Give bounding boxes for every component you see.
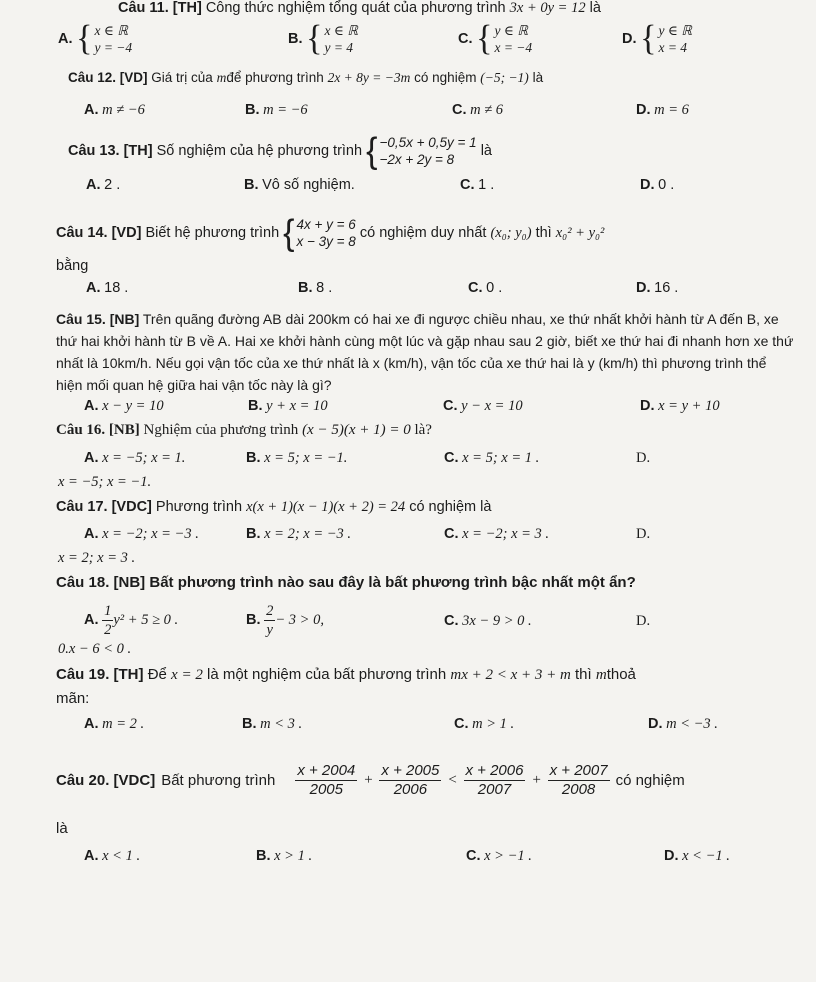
- q16-c-label: C.: [444, 450, 459, 466]
- q19-cont: mãn:: [56, 690, 90, 707]
- q20-f3-den: 2007: [477, 781, 512, 798]
- q13-c-value: 1 .: [478, 177, 495, 193]
- q18-option-d-label[interactable]: D.: [636, 613, 651, 629]
- q13-line1: −0,5x + 0,5y = 1: [379, 135, 477, 150]
- q20-option-c[interactable]: [466, 848, 532, 865]
- q11-c-label: C.: [458, 31, 473, 47]
- q17-b-label: B.: [246, 526, 261, 542]
- q18-stem: [56, 574, 636, 591]
- q19-option-d[interactable]: [648, 716, 718, 733]
- q14-cont: bằng: [56, 258, 89, 274]
- q20-lt: <: [447, 772, 458, 788]
- q15-option-d[interactable]: [640, 398, 720, 415]
- q14-prefix: Câu 14. [VD]: [56, 225, 142, 241]
- q18-option-d-value[interactable]: 0.x − 6 < 0 .: [58, 641, 132, 657]
- q19-a-label: A.: [84, 716, 99, 732]
- q15-c-value: y − x = 10: [461, 398, 523, 414]
- q20-c-label: C.: [466, 848, 481, 864]
- q18-c-label: C.: [444, 613, 459, 629]
- q14-d-label: D.: [636, 280, 651, 296]
- q18-b-num: 2: [266, 603, 274, 619]
- q11-d-label: D.: [622, 31, 637, 47]
- q20-option-a[interactable]: [84, 848, 140, 865]
- q18-a-label: A.: [84, 611, 99, 628]
- q14-b-label: B.: [298, 280, 313, 296]
- q15-text: Trên quãng đường AB dài 200km có hai xe đi ngược chiều nhau, xe thứ nhất khởi hành từ A đến B, xe thứ hai khởi hành từ B về A. Hai xe khởi hành cùng một lúc và gặp nhau sau 2 giờ, biết xe thứ hai đi nhanh hơn xe thứ nhất là 10km/h. Nếu gọi vận tốc của xe thứ nhất là x (km/h), vận tốc của xe thứ hai là y (km/h) thì phương trình thể hiện mối quan hệ giữa hai vận tốc này là gì?: [56, 311, 794, 393]
- q13-d-label: D.: [640, 177, 655, 193]
- q19-text2: là một nghiệm của bất phương trình: [207, 666, 447, 683]
- q13-option-b[interactable]: [244, 177, 355, 194]
- q17-b-value: x = 2; x = −3 .: [264, 526, 352, 542]
- q18-b-den: y: [266, 622, 273, 638]
- q20-f4-num: x + 2007: [549, 762, 608, 779]
- q12-text2: để phương trình: [226, 70, 324, 85]
- q17-option-b[interactable]: [246, 526, 351, 543]
- q19-a-value: m = 2 .: [102, 716, 145, 732]
- q20-b-value: x > 1 .: [274, 848, 313, 864]
- q12-equation: 2x + 8y = −3m: [327, 70, 411, 85]
- q16-b-value: x = 5; x = −1.: [264, 450, 348, 466]
- q19-d-label: D.: [648, 716, 663, 732]
- q14-option-c[interactable]: [468, 280, 502, 297]
- q14-option-a[interactable]: [86, 280, 128, 297]
- q20-a-value: x < 1 .: [102, 848, 141, 864]
- q15-option-c[interactable]: [443, 398, 523, 415]
- q19-c-label: C.: [454, 716, 469, 732]
- q20-cont: là: [56, 820, 68, 837]
- q20-option-b[interactable]: [256, 848, 312, 865]
- q17-option-d-label[interactable]: D.: [636, 526, 651, 542]
- q20-c-value: x > −1 .: [484, 848, 532, 864]
- q11-option-d[interactable]: D. { y ∈ ℝ x = 4: [622, 19, 692, 58]
- q14-c-value: 0 .: [486, 280, 503, 296]
- q14-text2: có nghiệm duy nhất: [359, 225, 487, 241]
- q11-c-line2: x = −4: [494, 40, 533, 55]
- q20-b-label: B.: [256, 848, 271, 864]
- q20-text: Bất phương trình: [161, 772, 276, 789]
- q20-f1-den: 2005: [309, 781, 343, 798]
- q13-b-value: Vô số nghiệm.: [262, 177, 355, 193]
- q20-option-d[interactable]: [664, 848, 730, 865]
- q13-option-a[interactable]: [86, 177, 120, 194]
- q12-d-label: D.: [636, 102, 651, 118]
- q14-c-label: C.: [468, 280, 483, 296]
- q17-a-label: A.: [84, 526, 99, 542]
- q12-a-label: A.: [84, 102, 99, 118]
- q12-option-c[interactable]: [452, 102, 503, 119]
- q13-d-value: 0 .: [658, 177, 675, 193]
- q20-f1-num: x + 2004: [297, 762, 356, 779]
- q20-f4-den: 2008: [561, 781, 596, 798]
- q16-option-c[interactable]: [444, 450, 539, 467]
- q16-a-label: A.: [84, 450, 99, 466]
- q12-var: m: [216, 70, 227, 85]
- q15-b-label: B.: [248, 398, 263, 414]
- q13-text: Số nghiệm của hệ phương trình: [156, 143, 363, 159]
- q11-d-line1: y ∈ ℝ: [658, 23, 692, 38]
- q18-a-num: 1: [104, 603, 112, 619]
- q11-option-a[interactable]: A. { x ∈ ℝ y = −4: [58, 19, 133, 58]
- q12-option-b[interactable]: [245, 102, 308, 119]
- q19-cond: x = 2: [171, 667, 203, 683]
- q13-stem: Câu 13. [TH] Số nghiệm của hệ phương trình { −0,5x + 0,5y = 1 −2x + 2y = 8 là: [68, 131, 492, 171]
- q19-text4: thoả: [606, 666, 636, 683]
- q14-text: Biết hệ phương trình: [145, 225, 280, 241]
- q17-c-value: x = −2; x = 3 .: [462, 526, 550, 542]
- q16-option-a[interactable]: [84, 450, 185, 467]
- q16-equation: (x − 5)(x + 1) = 0: [302, 422, 411, 438]
- q17-a-value: x = −2; x = −3 .: [102, 526, 199, 542]
- q18-a-rest: y² + 5 ≥ 0 .: [113, 611, 179, 628]
- q15-b-value: y + x = 10: [266, 398, 328, 414]
- q11-b-label: B.: [288, 31, 303, 47]
- q19-option-c[interactable]: [454, 716, 514, 733]
- q14-option-d[interactable]: [636, 280, 678, 297]
- q16-option-d-value[interactable]: x = −5; x = −1.: [58, 474, 152, 490]
- q15-d-label: D.: [640, 398, 655, 414]
- q16-option-d-label[interactable]: D.: [636, 450, 651, 466]
- q18-option-b[interactable]: [246, 602, 324, 639]
- q11-text: Công thức nghiệm tổng quát của phương trình: [205, 0, 506, 16]
- q14-expr: x₀² + y₀²: [555, 224, 605, 241]
- q13-suffix: là: [480, 143, 492, 159]
- q17-option-c[interactable]: [444, 526, 549, 543]
- q14-a-value: 18 .: [104, 280, 129, 296]
- q16-suffix: là?: [414, 422, 432, 438]
- q16-a-value: x = −5; x = 1.: [102, 450, 186, 466]
- q11-d-line2: x = 4: [658, 40, 688, 55]
- q14-b-value: 8 .: [316, 280, 333, 296]
- q12-a-value: m ≠ −6: [102, 102, 145, 118]
- q19-var: m: [595, 667, 607, 683]
- q18-prefix: Câu 18. [NB]: [56, 574, 146, 591]
- q18-b-label: B.: [246, 611, 261, 628]
- q14-stem: Câu 14. [VD] Biết hệ phương trình { 4x + y = 6 x − 3y = 8 có nghiệm duy nhất (x₀; y₀) thì x₀² + y₀²: [56, 213, 605, 253]
- q12-option-d[interactable]: [636, 102, 689, 119]
- q12-prefix: Câu 12. [VD]: [68, 70, 148, 85]
- q12-b-value: m = −6: [263, 102, 308, 118]
- q17-suffix: có nghiệm là: [409, 499, 492, 515]
- q12-point: (−5; −1): [480, 70, 529, 85]
- q15-prefix: Câu 15. [NB]: [56, 311, 140, 327]
- q17-c-label: C.: [444, 526, 459, 542]
- q14-text3: thì: [535, 225, 552, 241]
- q13-option-d[interactable]: [640, 177, 674, 194]
- q12-c-value: m ≠ 6: [470, 102, 504, 118]
- q19-text3: thì: [575, 666, 592, 683]
- q15-d-value: x = y + 10: [658, 398, 720, 414]
- q20-plus-2: +: [531, 772, 542, 788]
- q15-a-value: x − y = 10: [102, 398, 164, 414]
- q11-a-label: A.: [58, 31, 73, 47]
- q19-d-value: m < −3 .: [666, 716, 718, 732]
- q19-c-value: m > 1 .: [472, 716, 515, 732]
- q20-f3-num: x + 2006: [465, 762, 524, 779]
- q12-stem: [68, 70, 543, 86]
- q20-suffix: có nghiệm: [615, 772, 685, 789]
- q19-stem: [56, 666, 636, 684]
- q18-text: Bất phương trình nào sau đây là bất phương trình bậc nhất một ẩn?: [149, 574, 636, 591]
- q15-option-a[interactable]: [84, 398, 164, 415]
- q20-f2-den: 2006: [393, 781, 428, 798]
- q20-d-value: x < −1 .: [682, 848, 730, 864]
- q13-prefix: Câu 13. [TH]: [68, 143, 153, 159]
- q20-f2-num: x + 2005: [381, 762, 440, 779]
- q16-b-label: B.: [246, 450, 261, 466]
- q18-c-value: 3x − 9 > 0 .: [462, 613, 532, 629]
- q17-text: Phương trình: [155, 499, 243, 515]
- q16-stem: [56, 422, 432, 439]
- q11-a-line1: x ∈ ℝ: [94, 23, 128, 38]
- q14-a-label: A.: [86, 280, 101, 296]
- q11-suffix: là: [589, 0, 601, 16]
- q17-option-d-value[interactable]: x = 2; x = 3 .: [58, 550, 136, 566]
- q15-option-b[interactable]: [248, 398, 328, 415]
- q15-c-label: C.: [443, 398, 458, 414]
- q14-d-value: 16 .: [654, 280, 679, 296]
- q11-prefix: Câu 11. [TH]: [118, 0, 202, 16]
- q19-option-a[interactable]: [84, 716, 144, 733]
- q12-d-value: m = 6: [654, 102, 689, 118]
- q18-option-a[interactable]: [84, 602, 178, 639]
- q11-b-line1: x ∈ ℝ: [324, 23, 358, 38]
- q17-option-a[interactable]: [84, 526, 199, 543]
- q12-text3: có nghiệm: [414, 70, 477, 85]
- q12-c-label: C.: [452, 102, 467, 118]
- q16-option-b[interactable]: [246, 450, 347, 467]
- q11-option-b[interactable]: B. { x ∈ ℝ y = 4: [288, 19, 358, 58]
- q13-line2: −2x + 2y = 8: [379, 152, 455, 167]
- q13-a-label: A.: [86, 177, 101, 193]
- q14-line1: 4x + y = 6: [296, 217, 356, 232]
- q17-equation: x(x + 1)(x − 1)(x + 2) = 24: [246, 499, 406, 515]
- q20-prefix: Câu 20. [VDC]: [56, 772, 156, 789]
- q19-prefix: Câu 19. [TH]: [56, 666, 144, 683]
- q11-equation: 3x + 0y = 12: [509, 0, 586, 16]
- q13-option-c[interactable]: [460, 177, 494, 194]
- q13-c-label: C.: [460, 177, 475, 193]
- q14-line2: x − 3y = 8: [296, 234, 356, 249]
- q18-a-den: 2: [104, 622, 112, 638]
- q17-stem: [56, 499, 491, 516]
- q12-b-label: B.: [245, 102, 260, 118]
- q16-prefix: Câu 16. [NB]: [56, 422, 140, 438]
- q20-plus-1: +: [363, 772, 374, 788]
- q20-a-label: A.: [84, 848, 99, 864]
- q16-c-value: x = 5; x = 1 .: [462, 450, 540, 466]
- q19-ineq: mx + 2 < x + 3 + m: [450, 667, 571, 683]
- q17-prefix: Câu 17. [VDC]: [56, 499, 152, 515]
- q12-option-a[interactable]: [84, 102, 145, 119]
- q15-stem: [56, 308, 796, 396]
- q14-option-b[interactable]: [298, 280, 332, 297]
- q11-c-line1: y ∈ ℝ: [494, 23, 528, 38]
- q20-stem: [56, 762, 685, 799]
- q15-a-label: A.: [84, 398, 99, 414]
- q12-suffix: là: [532, 70, 544, 85]
- q19-b-value: m < 3 .: [260, 716, 303, 732]
- q19-option-b[interactable]: [242, 716, 302, 733]
- q18-b-rest: − 3 > 0,: [275, 611, 324, 628]
- q14-point: (x₀; y₀): [490, 224, 532, 241]
- q11-stem: [118, 0, 601, 17]
- q18-option-c[interactable]: [444, 613, 532, 630]
- q13-a-value: 2 .: [104, 177, 121, 193]
- q16-text: Nghiệm của phương trình: [143, 422, 299, 438]
- q11-b-line2: y = 4: [324, 40, 354, 55]
- q19-text: Để: [147, 666, 167, 683]
- q20-d-label: D.: [664, 848, 679, 864]
- q11-option-c[interactable]: C. { y ∈ ℝ x = −4: [458, 19, 533, 58]
- q13-b-label: B.: [244, 177, 259, 193]
- q19-b-label: B.: [242, 716, 257, 732]
- q12-text: Giá trị của: [151, 70, 213, 85]
- q11-a-line2: y = −4: [94, 40, 133, 55]
